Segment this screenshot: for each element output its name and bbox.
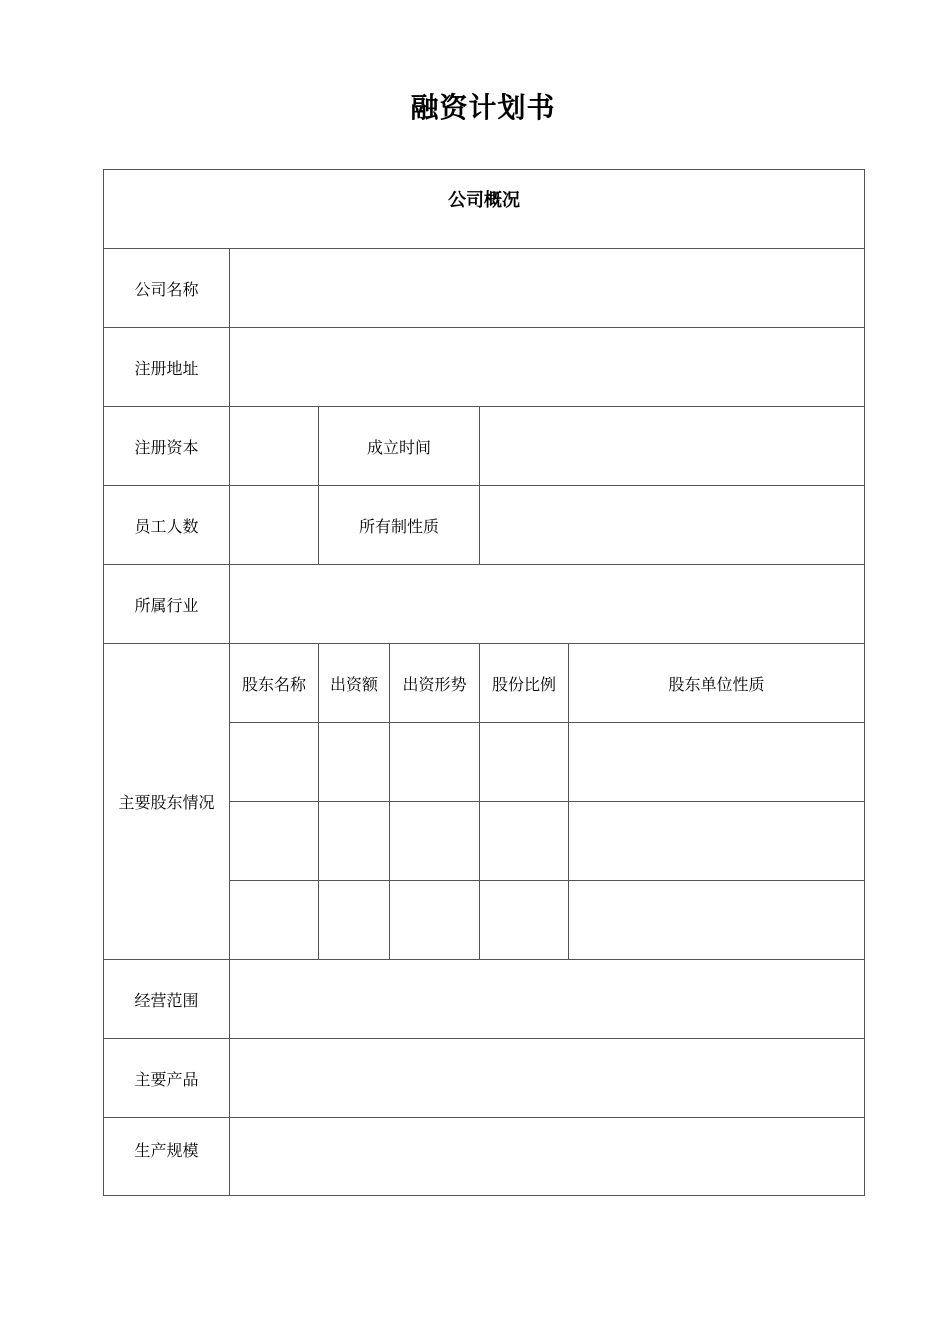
shareholder-cell[interactable] <box>319 881 390 960</box>
shareholder-cell[interactable] <box>569 881 865 960</box>
employees-field[interactable] <box>230 486 319 565</box>
main-products-label: 主要产品 <box>104 1039 230 1118</box>
industry-field[interactable] <box>230 565 865 644</box>
business-scope-label: 经营范围 <box>104 960 230 1039</box>
shareholder-cell[interactable] <box>230 881 319 960</box>
reg-address-label: 注册地址 <box>104 328 230 407</box>
section-title: 公司概况 <box>104 170 865 249</box>
reg-capital-label: 注册资本 <box>104 407 230 486</box>
shareholder-cell[interactable] <box>230 723 319 802</box>
shareholder-header-ratio: 股份比例 <box>480 644 569 723</box>
ownership-label: 所有制性质 <box>319 486 480 565</box>
reg-capital-field[interactable] <box>230 407 319 486</box>
production-scale-label-text: 生产规模 <box>134 1141 199 1160</box>
established-field[interactable] <box>480 407 865 486</box>
established-label: 成立时间 <box>319 407 480 486</box>
shareholder-cell[interactable] <box>230 802 319 881</box>
shareholder-header-form: 出资形势 <box>390 644 480 723</box>
company-name-label: 公司名称 <box>104 249 230 328</box>
reg-address-field[interactable] <box>230 328 865 407</box>
shareholder-cell[interactable] <box>390 881 480 960</box>
document-title: 融资计划书 <box>410 91 556 124</box>
shareholder-header-capital: 出资额 <box>319 644 390 723</box>
shareholder-cell[interactable] <box>569 802 865 881</box>
company-name-field[interactable] <box>230 249 865 328</box>
shareholder-header-name: 股东名称 <box>230 644 319 723</box>
shareholder-cell[interactable] <box>569 723 865 802</box>
production-scale-field[interactable] <box>230 1118 865 1196</box>
production-scale-label <box>104 1118 230 1196</box>
employees-label: 员工人数 <box>104 486 230 565</box>
main-products-field[interactable] <box>230 1039 865 1118</box>
shareholder-cell[interactable] <box>319 802 390 881</box>
shareholder-cell[interactable] <box>480 802 569 881</box>
business-scope-field[interactable] <box>230 960 865 1039</box>
company-overview-form <box>103 169 865 1196</box>
shareholder-cell[interactable] <box>390 802 480 881</box>
shareholder-cell[interactable] <box>480 881 569 960</box>
shareholders-label: 主要股东情况 <box>104 644 230 960</box>
shareholder-cell[interactable] <box>480 723 569 802</box>
shareholder-cell[interactable] <box>390 723 480 802</box>
shareholder-header-nature: 股东单位性质 <box>569 644 865 723</box>
shareholder-cell[interactable] <box>319 723 390 802</box>
ownership-field[interactable] <box>480 486 865 565</box>
industry-label: 所属行业 <box>104 565 230 644</box>
